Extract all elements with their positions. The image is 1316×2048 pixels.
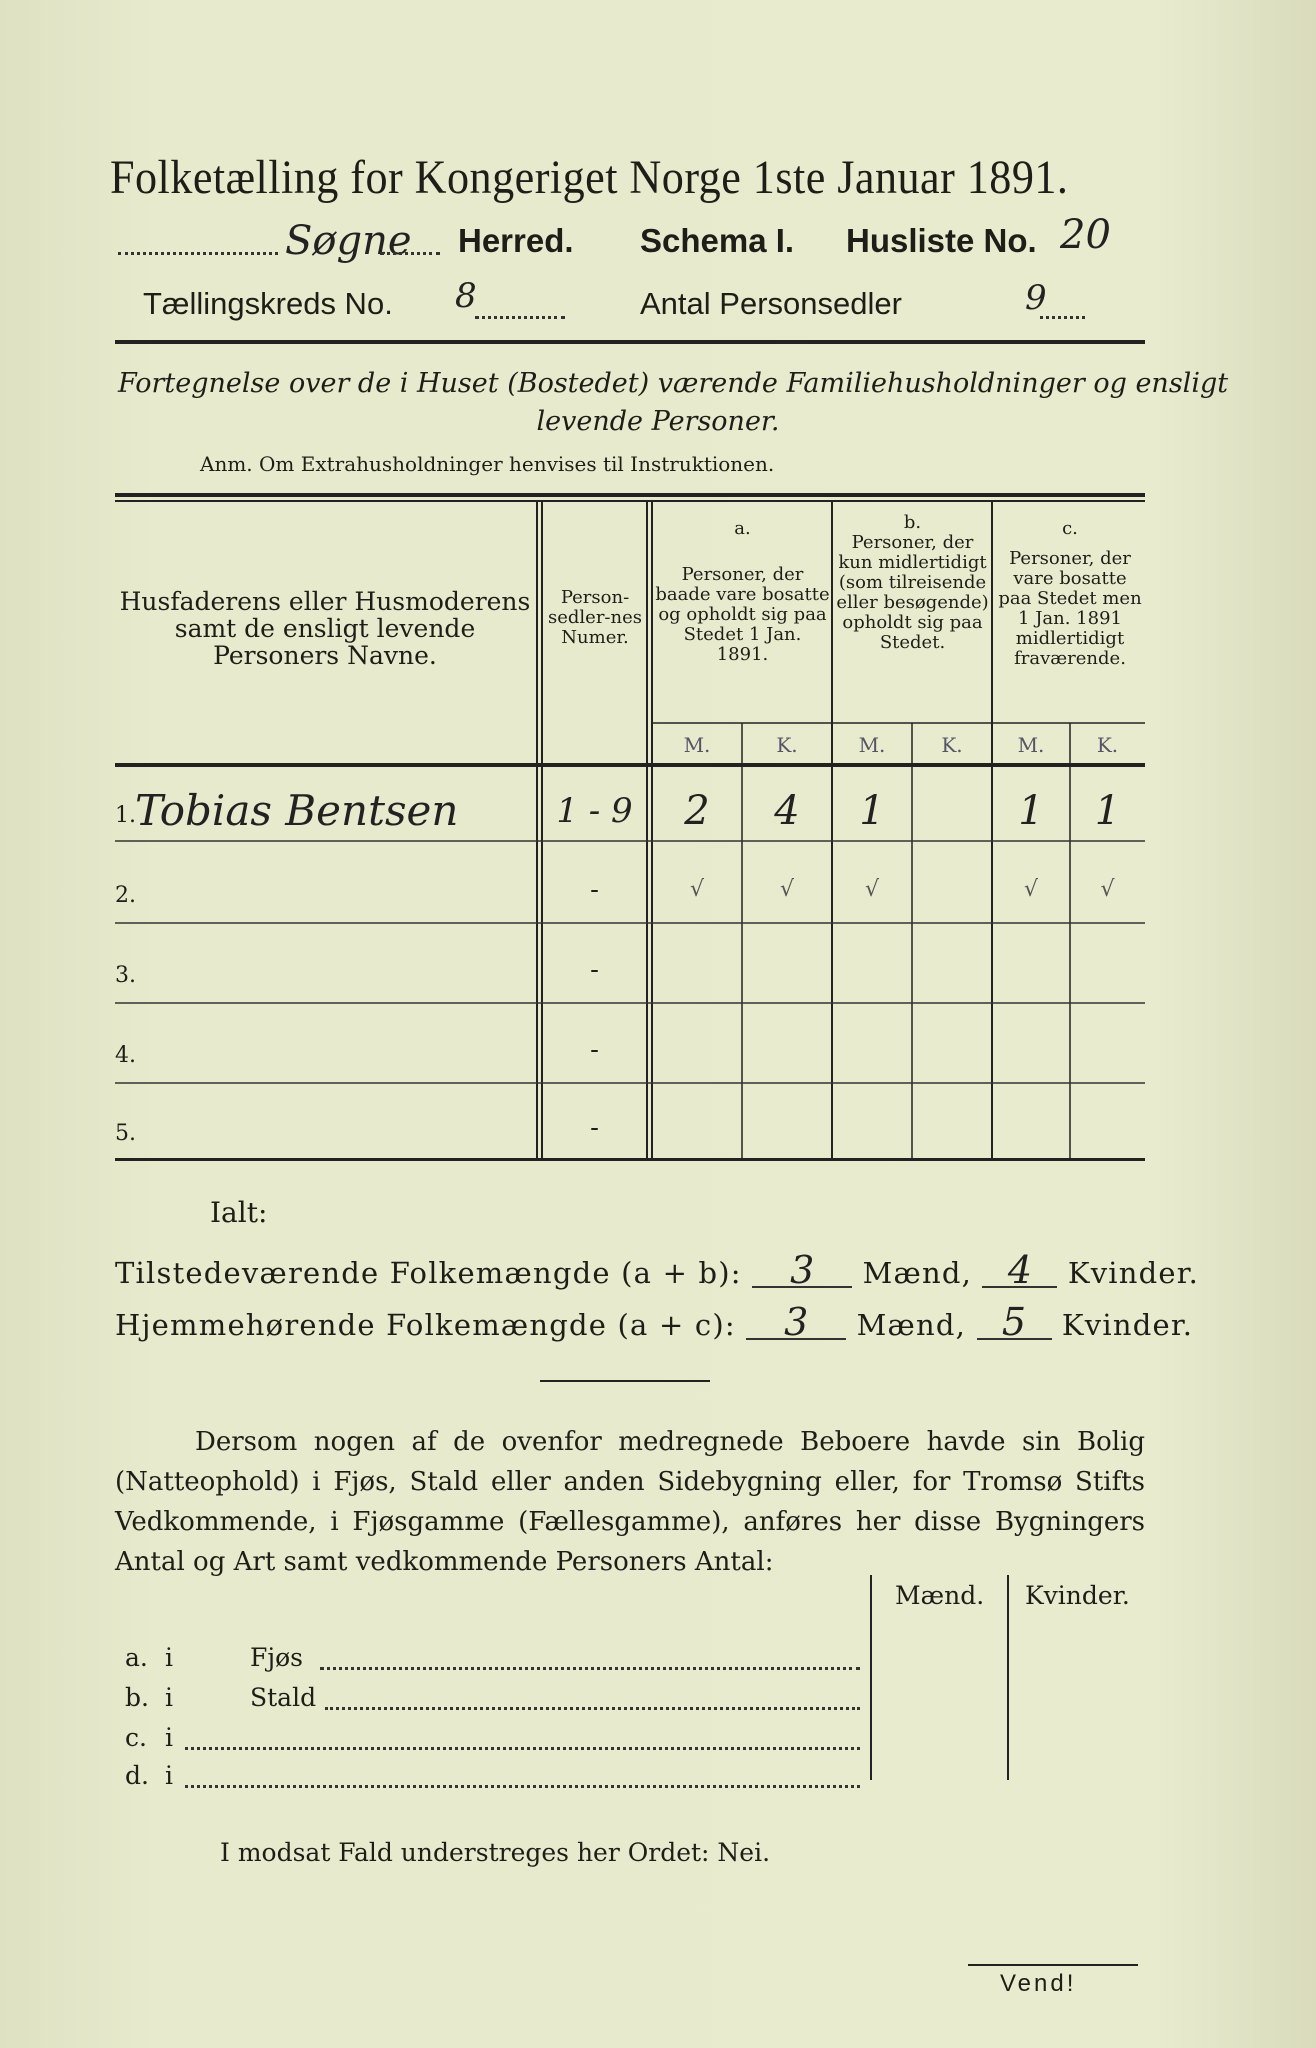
col-header-c: Personer, der vare bosatte paa Stedet men 1 Jan. 1891 midlertidigt fraværende. [998, 548, 1142, 669]
antal-value: 9 [1025, 278, 1047, 318]
item-d-letter: d. [125, 1761, 149, 1790]
outbuildings-table [115, 1575, 1145, 1790]
antal-dotline [1040, 316, 1085, 319]
outbuildings-paragraph: Dersom nogen af de ovenfor medregnede Beboere havde sin Bolig (Natteophold) i Fjøs, Stald eller anden Sidebygning eller, for Tromsø Stifts Vedkommende, i Fjøsgamme (Fællesgamme), anføres her disse Bygningers Antal og Art samt vedkommende Personers Antal: [115, 1427, 1145, 1577]
b-m-label: M. [858, 733, 886, 757]
row-2-c-k: √ [1100, 877, 1115, 902]
modsat-text: I modsat Fald understreges her Ordet: Nei. [220, 1838, 771, 1867]
col-header-b: Personer, der kun midlertidigt (som tilreisende eller besøgende) opholdt sig paa Stedet. [836, 532, 989, 653]
total-line-2 [115, 1300, 1194, 1344]
item-b-label: Stald [250, 1683, 317, 1712]
vend-rule [968, 1964, 1138, 1966]
herred-value: Søgne [285, 218, 412, 264]
col-header-b-letter: b. [903, 512, 922, 533]
item-a-label: Fjøs [250, 1643, 303, 1672]
husliste-label: Husliste No. [846, 222, 1037, 259]
c-m-label: M. [1017, 733, 1045, 757]
total-line-2-maend-value: 3 [746, 1306, 846, 1340]
row-1-name: Tobias Bentsen [135, 786, 459, 835]
total-line-2-kvinder-label: Kvinder. [1061, 1308, 1194, 1342]
total-line-2-label: Hjemmehørende Folkemængde (a + c): [115, 1308, 736, 1342]
outbuildings-kvinder-header: Kvinder. [1025, 1581, 1130, 1610]
total-line-1 [115, 1248, 1200, 1292]
intro-line-1: Fortegnelse over de i Huset (Bostedet) værende Familiehusholdninger og ensligt [118, 368, 1229, 399]
col-header-numer: Person-sedler-nes Numer. [548, 587, 642, 648]
item-d-i: i [165, 1761, 173, 1790]
row-3-number: 3. [115, 963, 136, 988]
row-1-number: 1. [115, 803, 136, 828]
outbuildings-maend-header: Mænd. [895, 1581, 985, 1610]
total-line-1-maend-value: 3 [752, 1254, 852, 1288]
row-1-c-m: 1 [1018, 788, 1044, 834]
col-header-names: Husfaderens eller Husmoderens samt de ensligt levende Personers Navne. [119, 587, 531, 670]
ialt-label: Ialt: [210, 1196, 268, 1229]
total-line-1-kvinder-label: Kvinder. [1067, 1256, 1200, 1290]
item-b-i: i [165, 1683, 173, 1712]
header-rule [115, 340, 1145, 344]
herred-dotline [118, 252, 278, 255]
item-b-letter: b. [125, 1683, 149, 1712]
husliste-value: 20 [1060, 212, 1111, 258]
intro-line-2: levende Personer. [536, 406, 780, 437]
herred-label: Herred. [458, 222, 574, 259]
a-m-label: M. [683, 733, 711, 757]
item-a-letter: a. [125, 1643, 148, 1672]
row-2-c-m: √ [1023, 877, 1039, 902]
vend-text: Vend! [1000, 1970, 1077, 1997]
item-a-i: i [165, 1643, 173, 1672]
herred-dotline-2 [380, 252, 440, 255]
row-4-numer: - [590, 1035, 599, 1065]
section-divider [540, 1380, 710, 1382]
row-1-numer: 1 - 9 [556, 791, 633, 831]
item-b-dotline [325, 1707, 860, 1710]
item-c-letter: c. [125, 1723, 147, 1752]
row-4-number: 4. [115, 1043, 136, 1068]
a-k-label: K. [776, 733, 798, 757]
row-1-a-k: 4 [774, 788, 800, 834]
kreds-dotline [475, 316, 565, 319]
col-header-c-letter: c. [1062, 518, 1078, 539]
row-2-numer: - [590, 875, 599, 905]
row-2-b-m: √ [864, 877, 880, 902]
row-2-number: 2. [115, 883, 136, 908]
total-line-2-maend-label: Mænd, [856, 1308, 967, 1342]
row-3-numer: - [590, 955, 599, 985]
item-d-dotline [185, 1785, 860, 1788]
kreds-label: Tællingskreds No. [143, 286, 393, 321]
row-1-c-k: 1 [1094, 788, 1121, 834]
col-header-a: Personer, der baade vare bosatte og opholdt sig paa Stedet 1 Jan. 1891. [655, 564, 830, 665]
row-2-a-k: √ [779, 877, 795, 902]
c-k-label: K. [1096, 733, 1119, 757]
total-line-1-kvinder-value: 4 [982, 1254, 1057, 1288]
household-table [115, 493, 1145, 1163]
total-line-2-kvinder-value: 5 [977, 1306, 1052, 1340]
row-5-number: 5. [115, 1121, 136, 1146]
anm-note: Anm. Om Extrahusholdninger henvises til Instruktionen. [200, 452, 775, 476]
antal-label: Antal Personsedler [640, 286, 902, 321]
total-line-1-label: Tilstedeværende Folkemængde (a + b): [115, 1256, 742, 1290]
row-5-numer: - [590, 1113, 599, 1143]
kreds-value: 8 [455, 276, 477, 316]
form-title: Folketælling for Kongeriget Norge 1ste Januar 1891. [110, 151, 1069, 204]
row-1-a-m: 2 [684, 788, 710, 834]
row-1-b-m: 1 [859, 788, 885, 834]
schema-label: Schema I. [640, 222, 795, 259]
item-a-dotline [320, 1667, 860, 1670]
b-k-label: K. [941, 733, 963, 757]
total-line-1-maend-label: Mænd, [862, 1256, 973, 1290]
row-2-a-m: √ [689, 877, 705, 902]
col-header-a-letter: a. [734, 518, 751, 539]
item-c-i: i [165, 1723, 173, 1752]
item-c-dotline [185, 1747, 860, 1750]
